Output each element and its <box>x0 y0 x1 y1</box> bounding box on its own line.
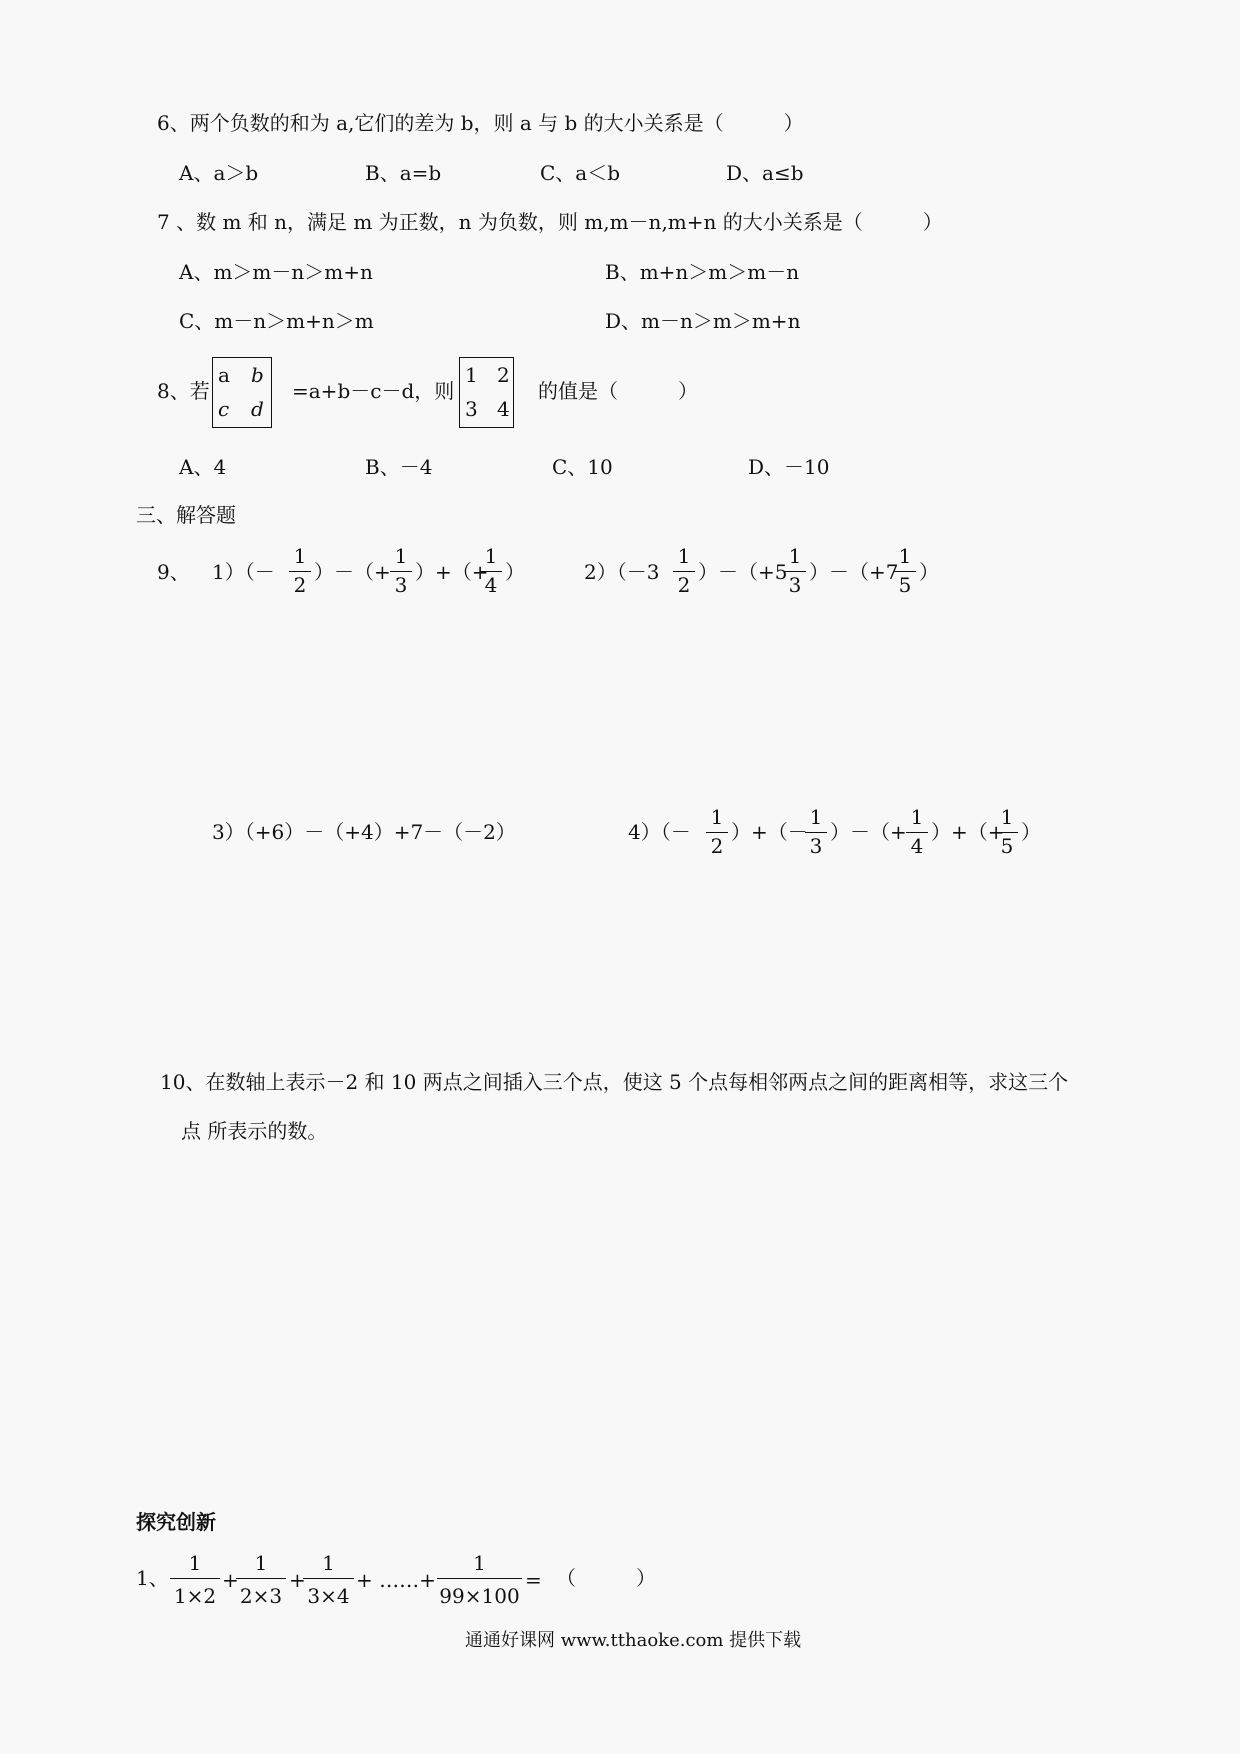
q6-option-c: C、a＜b <box>540 161 621 185</box>
det-cell-d: d <box>251 397 264 421</box>
q8-option-b: B、－4 <box>365 455 433 479</box>
denominator: 3 <box>809 834 823 858</box>
q9-label: 9、 <box>157 560 190 584</box>
numerator: 1 <box>473 1551 486 1575</box>
numerator: 1 <box>254 1551 268 1575</box>
numerator: 1 <box>1000 805 1014 829</box>
numerator: 1 <box>188 1551 202 1575</box>
q6-option-d: D、a≤b <box>726 161 804 185</box>
plus-sign: + <box>289 1568 306 1592</box>
q8-suffix: 的值是（ ） <box>538 379 698 403</box>
fraction <box>437 1548 522 1613</box>
numerator: 1 <box>677 544 691 568</box>
determinant-abcd <box>212 357 272 428</box>
q9-2-term: ）－（+5 <box>698 560 788 584</box>
numerator: 1 <box>710 805 724 829</box>
fraction <box>288 543 312 599</box>
fraction <box>303 1548 354 1613</box>
det-cell-2: 2 <box>497 363 510 387</box>
det-cell-a: a <box>218 363 230 387</box>
numerator: 1 <box>809 805 823 829</box>
denominator: 2 <box>710 834 724 858</box>
fraction <box>893 543 917 599</box>
denominator: 5 <box>898 573 912 597</box>
q9-4-term: ）+（+ <box>931 820 1005 844</box>
denominator: 4 <box>484 573 498 597</box>
q7-option-b: B、m+n＞m＞m－n <box>605 260 800 284</box>
det-cell-c: c <box>218 397 230 421</box>
denominator: 3 <box>394 573 408 597</box>
q9-2-term: ） <box>919 560 939 584</box>
q9-4-term: ）+（－ <box>731 820 808 844</box>
question-7-stem: 7 、数 m 和 n，满足 m 为正数，n 为负数，则 m,m－n,m+n 的大小关系是（ ） <box>157 210 943 234</box>
fraction <box>672 543 696 599</box>
q9-4-term: ）－（+ <box>830 820 907 844</box>
q9-4-label: 4）（－ <box>628 820 691 844</box>
q8-definition: =a+b－c－d，则 <box>292 379 455 403</box>
q9-1-label: 1）（－ <box>212 560 275 584</box>
page-footer: 通通好课网 www.tthaoke.com 提供下载 <box>465 1630 802 1651</box>
question-10-line-2: 点 所表示的数。 <box>181 1119 328 1143</box>
det-cell-4: 4 <box>497 397 510 421</box>
determinant-1234 <box>459 357 514 428</box>
section-3-title: 三、解答题 <box>136 503 236 527</box>
q9-4-term: ） <box>1021 820 1041 844</box>
fraction <box>705 804 729 860</box>
numerator: 1 <box>322 1551 335 1575</box>
q9-1-term: ）+（+ <box>415 560 489 584</box>
plus-sign: + <box>222 1568 239 1592</box>
q7-option-d: D、m－n＞m＞m+n <box>605 309 801 333</box>
denominator: 4 <box>910 834 924 858</box>
fraction <box>479 543 503 599</box>
q8-option-a: A、4 <box>179 455 227 479</box>
answer-blank: （ ） <box>556 1566 656 1590</box>
numerator: 1 <box>898 544 912 568</box>
q9-1-term: ）－（+ <box>314 560 391 584</box>
det-cell-3: 3 <box>465 397 478 421</box>
denominator: 2 <box>677 573 691 597</box>
q8-prefix: 8、若 <box>157 379 210 403</box>
q9-3-expression: 3）（+6）－（+4）+7－（－2） <box>212 820 516 844</box>
denominator: 5 <box>1000 834 1014 858</box>
q6-option-a: A、a＞b <box>179 161 259 185</box>
fraction <box>170 1548 220 1613</box>
denominator: 99×100 <box>439 1584 520 1608</box>
q8-option-d: D、－10 <box>748 455 830 479</box>
q9-2-label: 2）（－3 <box>584 560 660 584</box>
fraction <box>236 1548 286 1613</box>
explore-q1-label: 1、 <box>136 1566 169 1590</box>
numerator: 1 <box>394 544 408 568</box>
numerator: 1 <box>910 805 924 829</box>
numerator: 1 <box>293 544 307 568</box>
fraction <box>783 543 807 599</box>
fraction <box>804 804 828 860</box>
explore-section-title: 探究创新 <box>136 1510 216 1534</box>
denominator: 2 <box>293 573 307 597</box>
denominator: 3×4 <box>307 1584 350 1608</box>
q6-option-b: B、a=b <box>365 161 442 185</box>
det-cell-b: b <box>251 363 264 387</box>
q9-2-term: ）－（+7 <box>809 560 899 584</box>
equals-sign: = <box>525 1568 542 1592</box>
numerator: 1 <box>788 544 802 568</box>
q7-option-c: C、m－n＞m+n＞m <box>179 309 374 333</box>
q8-option-c: C、10 <box>552 455 613 479</box>
denominator: 2×3 <box>239 1584 283 1608</box>
det-cell-1: 1 <box>465 363 478 387</box>
denominator: 1×2 <box>173 1584 217 1608</box>
fraction <box>905 804 929 860</box>
fraction <box>995 804 1019 860</box>
ellipsis-plus: + ……+ <box>356 1568 436 1592</box>
denominator: 3 <box>788 573 802 597</box>
q9-1-term: ） <box>505 560 525 584</box>
question-10-line-1: 10、在数轴上表示－2 和 10 两点之间插入三个点，使这 5 个点每相邻两点之间的距离相等，求这三个 <box>160 1070 1069 1094</box>
question-6-stem: 6、两个负数的和为 a,它们的差为 b，则 a 与 b 的大小关系是（ ） <box>157 111 804 135</box>
fraction <box>389 543 413 599</box>
q7-option-a: A、m＞m－n＞m+n <box>179 260 373 284</box>
numerator: 1 <box>484 544 498 568</box>
